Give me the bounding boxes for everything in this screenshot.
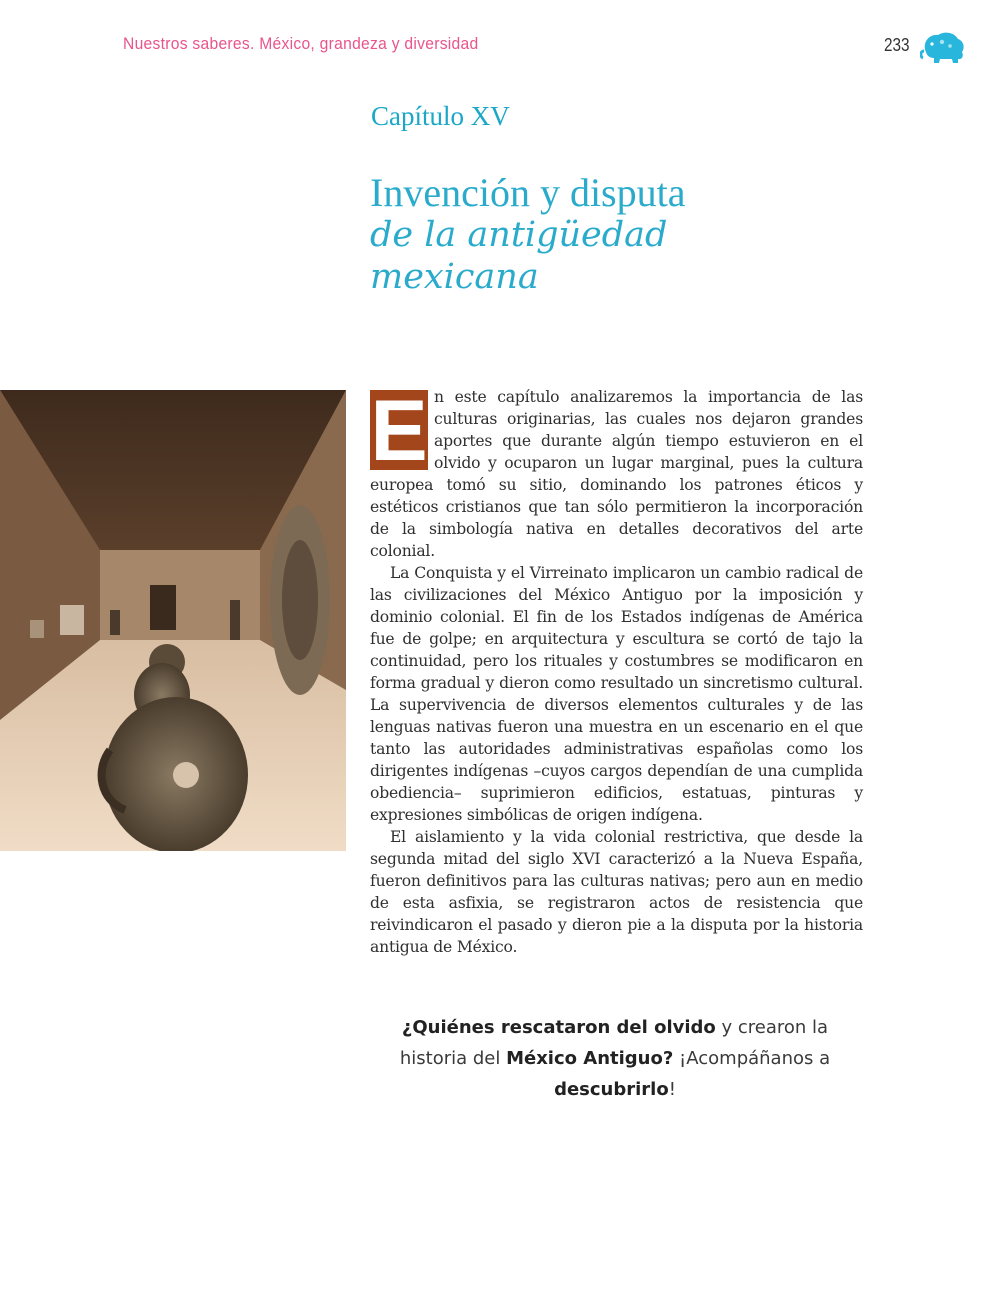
callout-bold-3: descubrirlo <box>554 1079 669 1100</box>
dropcap-letter <box>370 390 428 470</box>
callout-text-2: ¡Acompáñanos a <box>673 1048 831 1069</box>
title-line-3: mexicana <box>370 257 539 297</box>
callout-text-1: y crearon la historia del <box>399 1017 829 1069</box>
title-line-1: Invención y disputa <box>370 170 686 215</box>
page-number: 233 <box>884 35 910 55</box>
elephant-logo-icon <box>920 30 966 66</box>
paragraph-3: El aislamiento y la vida colonial restrictiva, que desde la segunda mitad del siglo XVI caracterizó a la Nueva España, fueron definitivos para las culturas nativas; pero aun en medio de esta asfixia, se registraron actos de resistencia que reivindicaron el pasado y dieron pie a la disputa por la historia antigua de México. <box>370 828 863 956</box>
paragraph-1-text: n este capítulo analizaremos la importancia de las culturas originarias, las cuales nos dejaron grandes aportes que durante algún tiempo estuvieron en el olvido y ocuparon un lugar marginal, pues la cultura europea tomó su sitio, dominando los patrones éticos y estéticos cristianos que tan sólo permitieron la incorporación de la simbología nativa en detalles decorativos del arte colonial. <box>370 388 863 560</box>
chapter-title <box>370 172 686 298</box>
callout-text-3: ! <box>668 1079 676 1100</box>
running-header: Nuestros saberes. México, grandeza y diversidad <box>123 34 479 53</box>
callout-bold-1: ¿Quiénes rescataron del olvido <box>401 1017 716 1038</box>
paragraph-2: La Conquista y el Virreinato implicaron un cambio radical de las civilizaciones del México Antiguo por la imposición y dominio colonial. El fin de los Estados indígenas de América fue de golpe; en arquitectura y escultura se cortó de tajo la continuidad, pero los rituales y costumbres se modificaron en forma gradual y dieron como resultado un sincretismo cultural. La supervivencia de diversos elementos culturales y de las lenguas nativas fueron una muestra en un escenario en el que tanto las autoridades administrativas españolas como los dirigentes indígenas –cuyos cargos dependían de una cumplida obediencia– suprimieron edificios, estatuas, pinturas y expresiones simbólicas de origen indígena. <box>370 564 863 824</box>
chapter-callout <box>380 1012 850 1105</box>
chapter-body <box>370 386 863 958</box>
paragraph-1 <box>370 386 863 562</box>
chapter-label: Capítulo XV <box>371 101 510 131</box>
callout-bold-2: México Antiguo? <box>506 1048 674 1069</box>
dropcap-text: E <box>370 390 428 470</box>
museum-gallery-photo <box>0 390 346 851</box>
title-line-2: de la antigüedad <box>370 215 668 255</box>
